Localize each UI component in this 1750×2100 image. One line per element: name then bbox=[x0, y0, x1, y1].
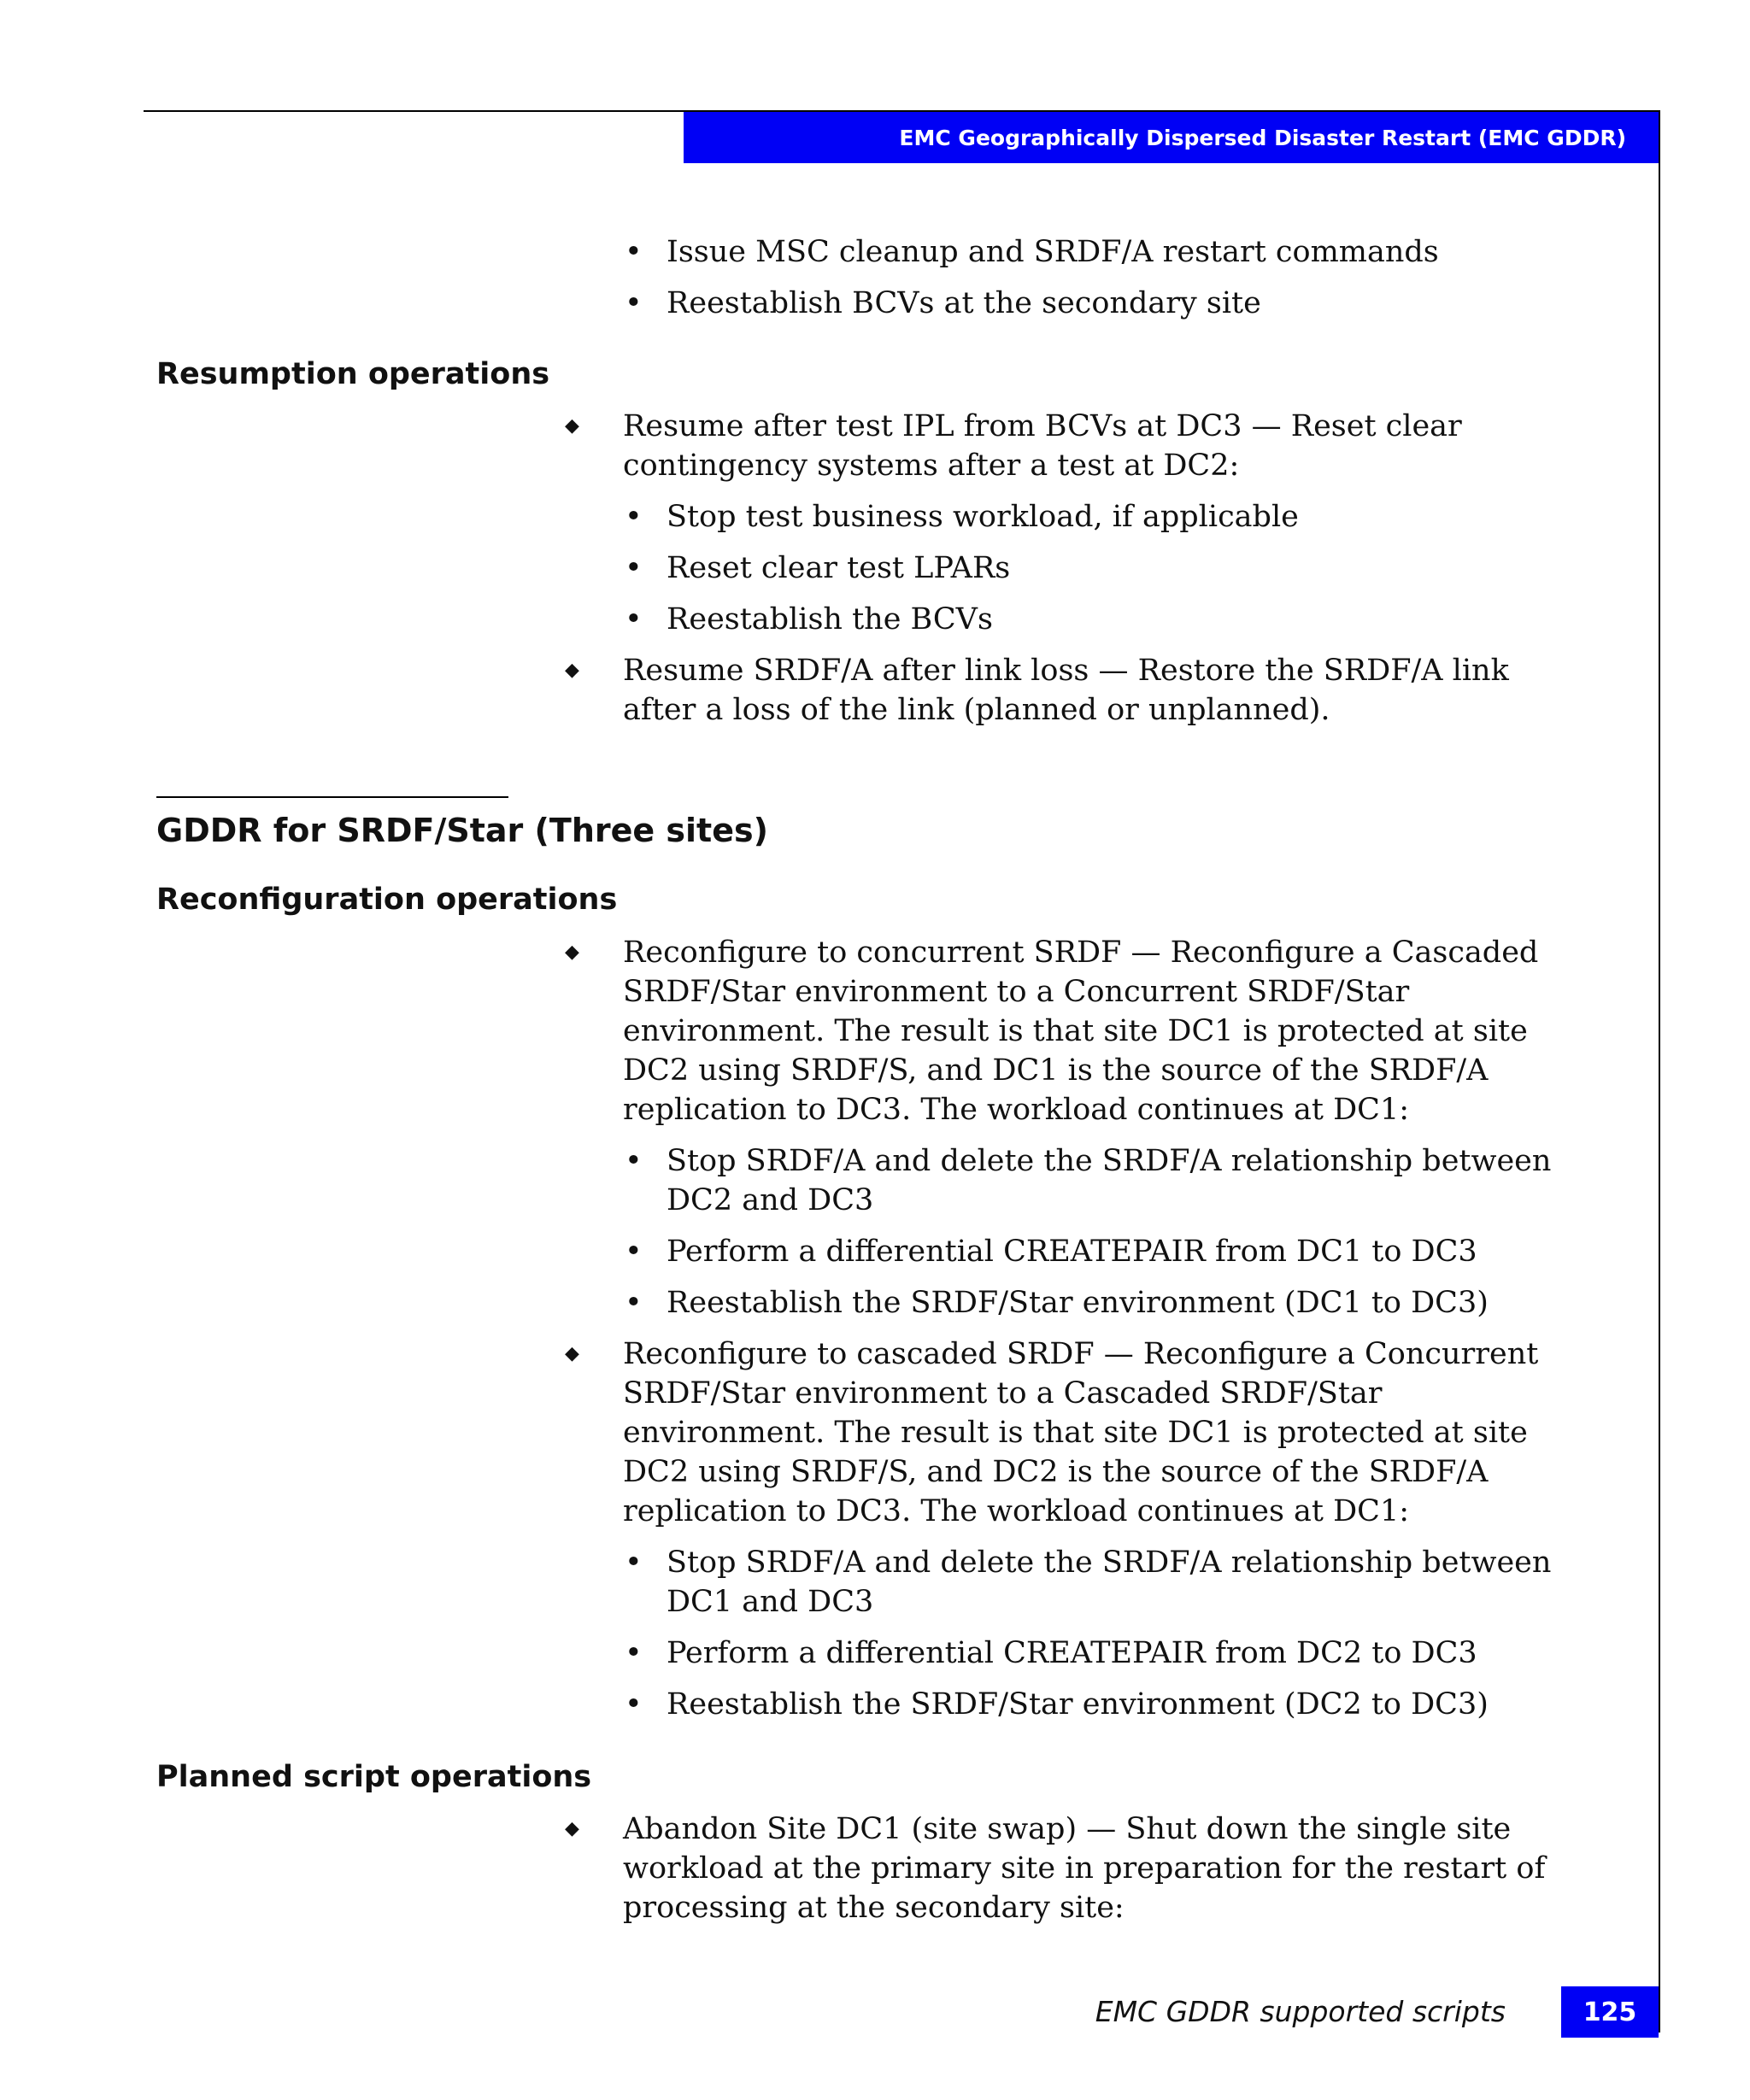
list-item-text: Stop SRDF/A and delete the SRDF/A relationship between DC2 and DC3 bbox=[667, 1144, 1552, 1217]
planned-heading: Planned script operations bbox=[156, 1760, 592, 1794]
list-item bbox=[565, 407, 1563, 485]
bullet-icon: • bbox=[625, 1144, 643, 1178]
bullet-icon: • bbox=[625, 551, 643, 585]
bullet-icon: • bbox=[625, 1286, 643, 1320]
list-item-text: Stop SRDF/A and delete the SRDF/A relationship between DC1 and DC3 bbox=[667, 1546, 1552, 1619]
list-item bbox=[625, 1283, 1598, 1323]
list-item bbox=[625, 548, 1598, 588]
list-item-text: Reestablish BCVs at the secondary site bbox=[667, 286, 1261, 320]
list-item-text: Perform a differential CREATEPAIR from DC2 to DC3 bbox=[667, 1636, 1477, 1670]
diamond-icon: ◆ bbox=[565, 1818, 579, 1839]
list-item bbox=[625, 1232, 1598, 1271]
bullet-icon: • bbox=[625, 500, 643, 534]
intro-bullets bbox=[0, 232, 1750, 323]
list-item bbox=[625, 600, 1598, 639]
list-item-text: Reestablish the SRDF/Star environment (DC1 to DC3) bbox=[667, 1286, 1489, 1320]
reconfiguration-heading: Reconfiguration operations bbox=[156, 883, 618, 917]
list-item bbox=[565, 933, 1563, 1129]
planned-list bbox=[0, 1810, 1750, 1927]
diamond-icon: ◆ bbox=[565, 1343, 579, 1364]
list-item-text: Reconfigure to cascaded SRDF — Reconfigure a Concurrent SRDF/Star environment to a Cascaded SRDF/Star environment. The result is that site DC1 is protected at site DC2 using SRDF/S, and DC2 is the source of the SRDF/A replication to DC3. The workload continues at DC1: bbox=[623, 1337, 1539, 1528]
bullet-icon: • bbox=[625, 1235, 643, 1269]
running-footer: EMC GDDR supported scripts bbox=[1095, 1995, 1506, 2028]
list-item-text: Issue MSC cleanup and SRDF/A restart commands bbox=[667, 235, 1439, 269]
diamond-icon: ◆ bbox=[565, 941, 579, 963]
bullet-icon: • bbox=[625, 1687, 643, 1722]
resumption-heading: Resumption operations bbox=[156, 357, 550, 391]
page-number-text: 125 bbox=[1583, 1997, 1637, 2027]
list-item-text: Reset clear test LPARs bbox=[667, 551, 1011, 585]
bullet-icon: • bbox=[625, 235, 643, 269]
list-item bbox=[625, 284, 1598, 323]
page-number bbox=[1561, 1986, 1659, 2038]
bullet-icon: • bbox=[625, 1546, 643, 1580]
list-item-text: Resume after test IPL from BCVs at DC3 — Reset clear contingency systems after a test at DC2: bbox=[623, 409, 1462, 483]
list-item-text: Reconfigure to concurrent SRDF — Reconfigure a Cascaded SRDF/Star environment to a Concurrent SRDF/Star environment. The result is that site DC1 is protected at site DC2 using SRDF/S, and DC1 is the source of the SRDF/A replication to DC3. The workload continues at DC1: bbox=[623, 936, 1539, 1127]
section-rule bbox=[156, 796, 508, 798]
bullet-icon: • bbox=[625, 1636, 643, 1670]
list-item-text: Stop test business workload, if applicable bbox=[667, 500, 1299, 534]
list-item-text: Abandon Site DC1 (site swap) — Shut down the single site workload at the primary site in preparation for the restart of processing at the secondary site: bbox=[623, 1812, 1546, 1925]
bullet-icon: • bbox=[625, 286, 643, 320]
list-item bbox=[625, 232, 1598, 272]
list-item bbox=[625, 497, 1598, 537]
reconfiguration-list bbox=[0, 933, 1750, 1724]
diamond-icon: ◆ bbox=[565, 660, 579, 681]
list-item-text: Resume SRDF/A after link loss — Restore the SRDF/A link after a loss of the link (planned or unplanned). bbox=[623, 654, 1509, 727]
list-item bbox=[625, 1685, 1598, 1724]
list-item bbox=[625, 1543, 1598, 1622]
list-item-text: Reestablish the SRDF/Star environment (DC2 to DC3) bbox=[667, 1687, 1489, 1722]
bullet-icon: • bbox=[625, 602, 643, 636]
list-item-text: Perform a differential CREATEPAIR from DC1 to DC3 bbox=[667, 1235, 1477, 1269]
list-item bbox=[565, 1334, 1563, 1531]
section-title: GDDR for SRDF/Star (Three sites) bbox=[156, 812, 768, 849]
list-item-text: Reestablish the BCVs bbox=[667, 602, 993, 636]
running-header-title: EMC Geographically Dispersed Disaster Restart (EMC GDDR) bbox=[899, 125, 1626, 150]
list-item bbox=[565, 1810, 1563, 1927]
diamond-icon: ◆ bbox=[565, 415, 579, 437]
resumption-list bbox=[0, 407, 1750, 730]
list-item bbox=[625, 1634, 1598, 1673]
list-item bbox=[565, 651, 1563, 730]
list-item bbox=[625, 1141, 1598, 1220]
running-header bbox=[684, 112, 1659, 163]
